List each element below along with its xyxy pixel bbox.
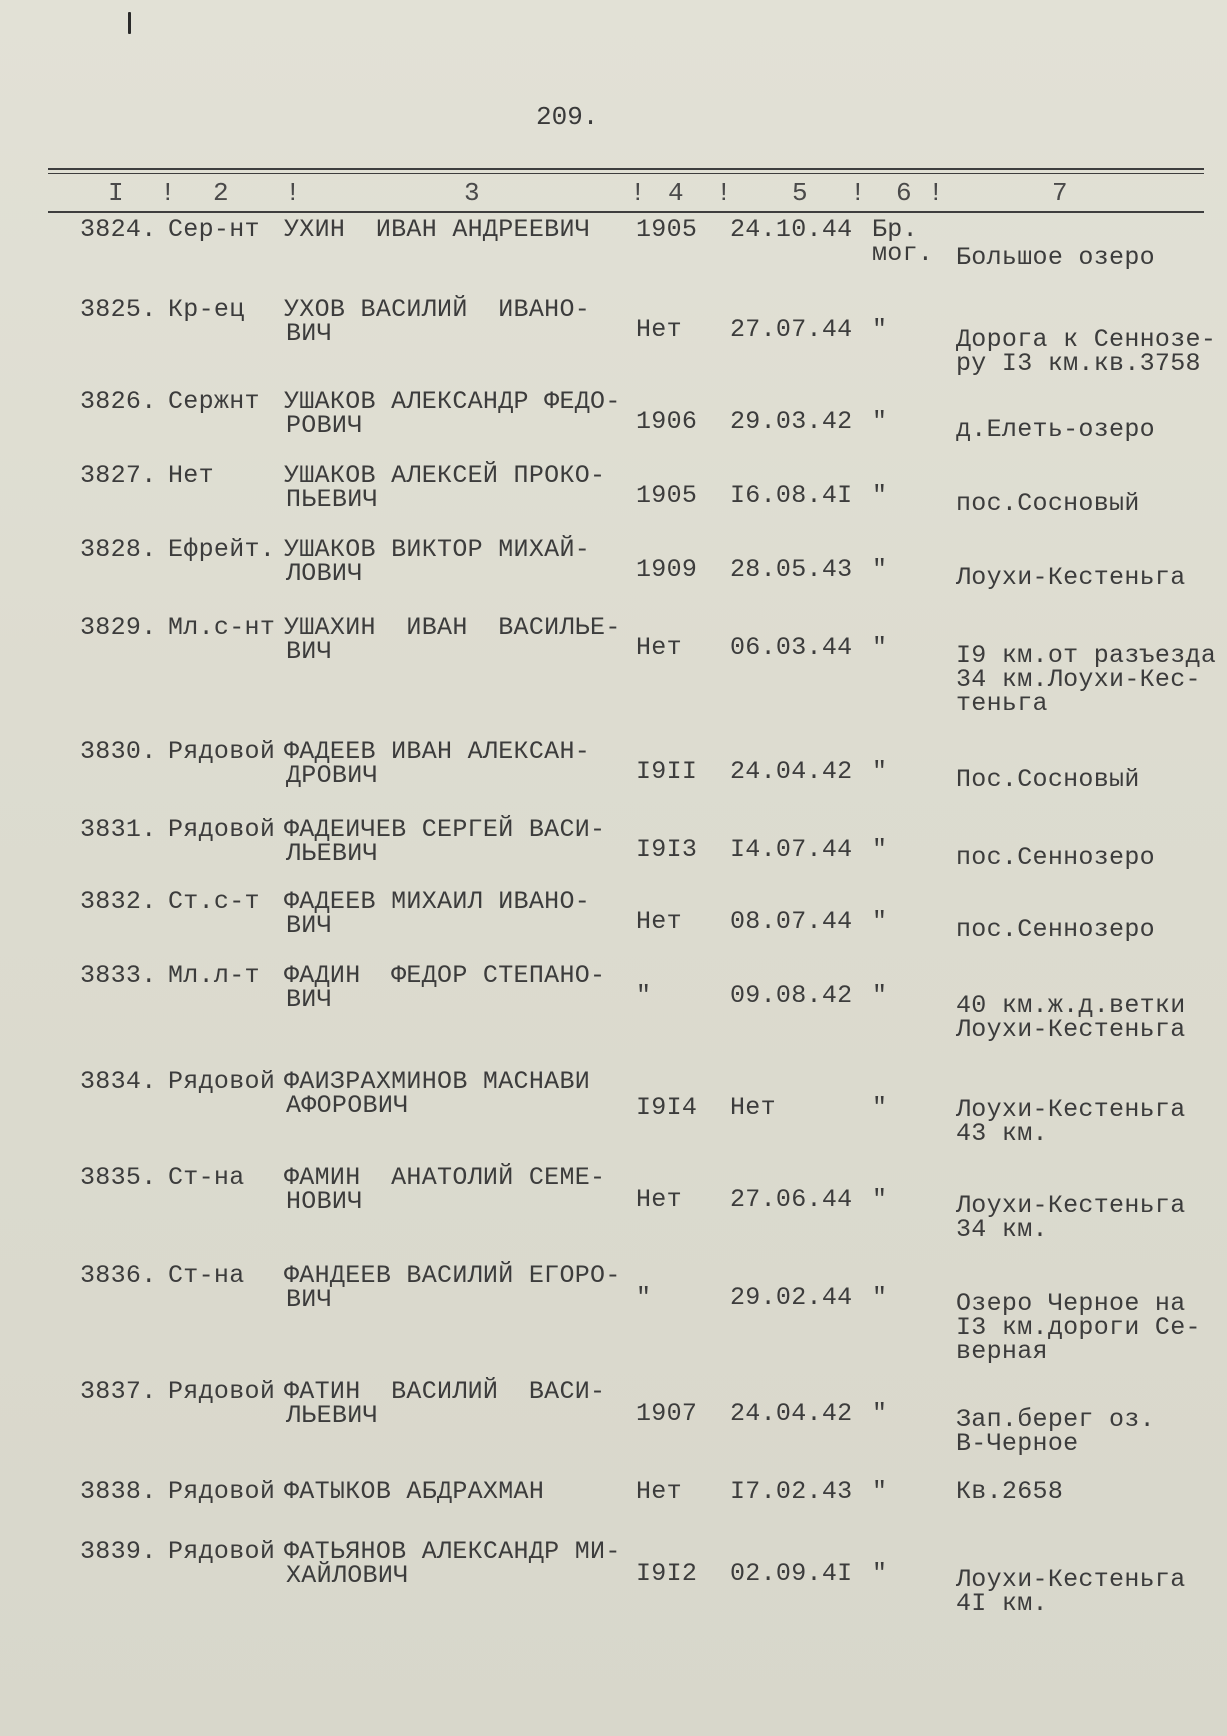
name-line: ФАИЗРАХМИНОВ МАСНАВИ	[284, 1067, 591, 1096]
death-date: 02.09.4I	[730, 1559, 853, 1588]
record-number: 3827.	[80, 461, 157, 490]
column-separator: !	[850, 178, 866, 208]
record-number: 3824.	[80, 215, 157, 244]
name-line: УШАКОВ АЛЕКСЕЙ ПРОКО-	[284, 461, 606, 490]
place-line: Дорога к Сеннозе-	[956, 325, 1217, 354]
military-rank: Сер-нт	[168, 215, 260, 244]
name-line: НОВИЧ	[286, 1187, 363, 1216]
death-date: 27.07.44	[730, 315, 853, 344]
record-number: 3838.	[80, 1477, 157, 1506]
burial-type	[872, 1399, 888, 1428]
column-separator: !	[716, 178, 732, 208]
place-line: В-Черное	[956, 1429, 1079, 1458]
record-number: 3834.	[80, 1067, 157, 1096]
death-date: 09.08.42	[730, 981, 853, 1010]
column-separator: !	[630, 178, 646, 208]
military-rank: Рядовой	[168, 815, 276, 844]
burial-line: "	[872, 1283, 888, 1312]
record-number: 3831.	[80, 815, 157, 844]
column-header-2: 2	[213, 178, 229, 208]
name-line: ВИЧ	[286, 319, 332, 348]
header-rule-bottom	[48, 211, 1204, 213]
record-number: 3832.	[80, 887, 157, 916]
column-header-4: 4	[668, 178, 684, 208]
name-line: ЛОВИЧ	[286, 559, 363, 588]
burial-line: "	[872, 407, 888, 436]
name-line: УШАКОВ АЛЕКСАНДР ФЕДО-	[284, 387, 621, 416]
birth-year: "	[636, 1283, 652, 1312]
burial-type	[872, 907, 888, 936]
full-name	[284, 961, 606, 1014]
burial-line: "	[872, 555, 888, 584]
burial-line: мог.	[872, 239, 934, 268]
name-line: ФАМИН АНАТОЛИЙ СЕМЕ-	[284, 1163, 606, 1192]
column-header-5: 5	[792, 178, 808, 208]
birth-year: I9II	[636, 757, 698, 786]
full-name	[284, 215, 591, 244]
place-line: 34 км.	[956, 1215, 1048, 1244]
record-number: 3825.	[80, 295, 157, 324]
record-number: 3833.	[80, 961, 157, 990]
place-line: Пос.Сосновый	[956, 765, 1140, 794]
death-date: 24.04.42	[730, 757, 853, 786]
column-separator: !	[285, 178, 301, 208]
burial-type	[872, 1559, 888, 1588]
birth-year: I9I2	[636, 1559, 698, 1588]
column-separator: !	[160, 178, 176, 208]
birth-year: 1906	[636, 407, 698, 436]
birth-year: I9I3	[636, 835, 698, 864]
name-line: ДРОВИЧ	[286, 761, 378, 790]
place-line: I9 км.от разъезда	[956, 641, 1217, 670]
name-line: ВИЧ	[286, 1285, 332, 1314]
burial-line: Бр.	[872, 215, 918, 244]
death-date: 28.05.43	[730, 555, 853, 584]
place-line: пос.Сеннозеро	[956, 915, 1155, 944]
full-name	[284, 1067, 591, 1120]
death-date: 27.06.44	[730, 1185, 853, 1214]
record-number: 3836.	[80, 1261, 157, 1290]
full-name	[284, 887, 591, 940]
full-name	[284, 1163, 606, 1216]
death-date: I4.07.44	[730, 835, 853, 864]
burial-line: "	[872, 481, 888, 510]
place-line: Лоухи-Кестеньга	[956, 1095, 1186, 1124]
death-date: 29.02.44	[730, 1283, 853, 1312]
place-line: Лоухи-Кестеньга	[956, 1191, 1186, 1220]
military-rank: Рядовой	[168, 1377, 276, 1406]
burial-type	[872, 215, 934, 268]
place-line: 40 км.ж.д.ветки	[956, 991, 1186, 1020]
full-name	[284, 613, 621, 666]
full-name	[284, 737, 591, 790]
burial-place	[956, 843, 1155, 872]
military-rank: Мл.с-нт	[168, 613, 276, 642]
burial-line: "	[872, 981, 888, 1010]
burial-type	[872, 1185, 888, 1214]
death-date: I7.02.43	[730, 1477, 853, 1506]
column-separator: !	[928, 178, 944, 208]
birth-year: 1905	[636, 481, 698, 510]
name-line: РОВИЧ	[286, 411, 363, 440]
burial-place	[956, 991, 1186, 1044]
place-line: пос.Сосновый	[956, 489, 1140, 518]
death-date: Нет	[730, 1093, 776, 1122]
name-line: ЛЬЕВИЧ	[286, 839, 378, 868]
record-number: 3830.	[80, 737, 157, 766]
burial-line: "	[872, 1185, 888, 1214]
burial-line: "	[872, 1093, 888, 1122]
burial-type	[872, 481, 888, 510]
burial-type	[872, 757, 888, 786]
military-rank: Ефрейт.	[168, 535, 276, 564]
name-line: ФАДЕЕВ МИХАИЛ ИВАНО-	[284, 887, 591, 916]
burial-place	[956, 415, 1155, 444]
full-name	[284, 815, 606, 868]
name-line: ФАДИН ФЕДОР СТЕПАНО-	[284, 961, 606, 990]
burial-place	[956, 1477, 1064, 1506]
name-line: ФАДЕИЧЕВ СЕРГЕЙ ВАСИ-	[284, 815, 606, 844]
name-line: ВИЧ	[286, 985, 332, 1014]
burial-type	[872, 835, 888, 864]
name-line: УХОВ ВАСИЛИЙ ИВАНО-	[284, 295, 591, 324]
place-line: Зап.берег оз.	[956, 1405, 1155, 1434]
burial-place	[956, 325, 1217, 378]
place-line: пос.Сеннозеро	[956, 843, 1155, 872]
name-line: ПЬЕВИЧ	[286, 485, 378, 514]
name-line: УШАХИН ИВАН ВАСИЛЬЕ-	[284, 613, 621, 642]
birth-year: I9I4	[636, 1093, 698, 1122]
military-rank: Рядовой	[168, 1537, 276, 1566]
place-line: Озеро Черное на	[956, 1289, 1186, 1318]
name-line: ФАНДЕЕВ ВАСИЛИЙ ЕГОРО-	[284, 1261, 621, 1290]
column-header-3: 3	[464, 178, 480, 208]
death-date: 24.04.42	[730, 1399, 853, 1428]
burial-type	[872, 1477, 888, 1506]
birth-year: 1909	[636, 555, 698, 584]
record-number: 3826.	[80, 387, 157, 416]
military-rank: Рядовой	[168, 737, 276, 766]
birth-year: "	[636, 981, 652, 1010]
burial-line: "	[872, 757, 888, 786]
record-number: 3839.	[80, 1537, 157, 1566]
birth-year: 1907	[636, 1399, 698, 1428]
column-header-I: I	[108, 178, 124, 208]
name-line: ФАТЫКОВ АБДРАХМАН	[284, 1477, 545, 1506]
name-line: ФАДЕЕВ ИВАН АЛЕКСАН-	[284, 737, 591, 766]
burial-place	[956, 915, 1155, 944]
place-line: д.Елеть-озеро	[956, 415, 1155, 444]
place-line: Лоухи-Кестеньга	[956, 1565, 1186, 1594]
full-name	[284, 1261, 621, 1314]
death-date: 24.10.44	[730, 215, 853, 244]
column-header-7: 7	[1052, 178, 1068, 208]
burial-place	[956, 1405, 1155, 1458]
burial-type	[872, 1283, 888, 1312]
place-line: теньга	[956, 689, 1048, 718]
place-line: 4I км.	[956, 1589, 1048, 1618]
burial-type	[872, 981, 888, 1010]
header-rule-top	[48, 168, 1204, 170]
record-number: 3828.	[80, 535, 157, 564]
record-number: 3837.	[80, 1377, 157, 1406]
burial-line: "	[872, 1477, 888, 1506]
burial-type	[872, 633, 888, 662]
ink-mark	[128, 12, 131, 34]
place-line: Лоухи-Кестеньга	[956, 563, 1186, 592]
name-line: УХИН ИВАН АНДРЕЕВИЧ	[284, 215, 591, 244]
burial-line: "	[872, 315, 888, 344]
burial-type	[872, 407, 888, 436]
page-number: 209.	[536, 102, 599, 132]
death-date: 29.03.42	[730, 407, 853, 436]
full-name	[284, 535, 591, 588]
military-rank: Ст.с-т	[168, 887, 260, 916]
burial-place	[956, 1095, 1186, 1148]
burial-line: "	[872, 633, 888, 662]
burial-place	[956, 489, 1140, 518]
place-line: I3 км.дороги Се-	[956, 1313, 1201, 1342]
military-rank: Кр-ец	[168, 295, 245, 324]
burial-place	[956, 1191, 1186, 1244]
place-line: 34 км.Лоухи-Кес-	[956, 665, 1201, 694]
birth-year: 1905	[636, 215, 698, 244]
military-rank: Рядовой	[168, 1067, 276, 1096]
burial-place	[956, 563, 1186, 592]
place-line: 43 км.	[956, 1119, 1048, 1148]
full-name	[284, 387, 621, 440]
name-line: ФАТИН ВАСИЛИЙ ВАСИ-	[284, 1377, 606, 1406]
name-line: ВИЧ	[286, 911, 332, 940]
burial-type	[872, 1093, 888, 1122]
full-name	[284, 295, 591, 348]
name-line: ЛЬЕВИЧ	[286, 1401, 378, 1430]
full-name	[284, 1537, 621, 1590]
burial-place	[956, 1565, 1186, 1618]
place-line: Кв.2658	[956, 1477, 1064, 1506]
military-rank: Мл.л-т	[168, 961, 260, 990]
burial-type	[872, 315, 888, 344]
birth-year: Нет	[636, 633, 682, 662]
burial-type	[872, 555, 888, 584]
birth-year: Нет	[636, 1477, 682, 1506]
burial-place	[956, 1289, 1201, 1366]
death-date: I6.08.4I	[730, 481, 853, 510]
military-rank: Сержнт	[168, 387, 260, 416]
name-line: УШАКОВ ВИКТОР МИХАЙ-	[284, 535, 591, 564]
burial-place	[956, 641, 1217, 718]
place-line: верная	[956, 1337, 1048, 1366]
military-rank: Ст-на	[168, 1163, 245, 1192]
name-line: АФОРОВИЧ	[286, 1091, 409, 1120]
place-line: Большое озеро	[956, 243, 1155, 272]
burial-line: "	[872, 835, 888, 864]
column-header-6: 6	[896, 178, 912, 208]
column-header-row	[0, 176, 1227, 210]
burial-line: "	[872, 907, 888, 936]
birth-year: Нет	[636, 907, 682, 936]
military-rank: Ст-на	[168, 1261, 245, 1290]
place-line: Лоухи-Кестеньга	[956, 1015, 1186, 1044]
burial-line: "	[872, 1559, 888, 1588]
military-rank: Нет	[168, 461, 214, 490]
full-name	[284, 461, 606, 514]
header-rule-top-thin	[48, 173, 1204, 174]
death-date: 08.07.44	[730, 907, 853, 936]
birth-year: Нет	[636, 315, 682, 344]
full-name	[284, 1377, 606, 1430]
name-line: ВИЧ	[286, 637, 332, 666]
name-line: ХАЙЛОВИЧ	[286, 1561, 409, 1590]
death-date: 06.03.44	[730, 633, 853, 662]
name-line: ФАТЬЯНОВ АЛЕКСАНДР МИ-	[284, 1537, 621, 1566]
record-number: 3835.	[80, 1163, 157, 1192]
full-name	[284, 1477, 545, 1506]
place-line: ру I3 км.кв.3758	[956, 349, 1201, 378]
burial-place	[956, 765, 1140, 794]
military-rank: Рядовой	[168, 1477, 276, 1506]
birth-year: Нет	[636, 1185, 682, 1214]
record-number: 3829.	[80, 613, 157, 642]
burial-line: "	[872, 1399, 888, 1428]
burial-place	[956, 243, 1155, 272]
